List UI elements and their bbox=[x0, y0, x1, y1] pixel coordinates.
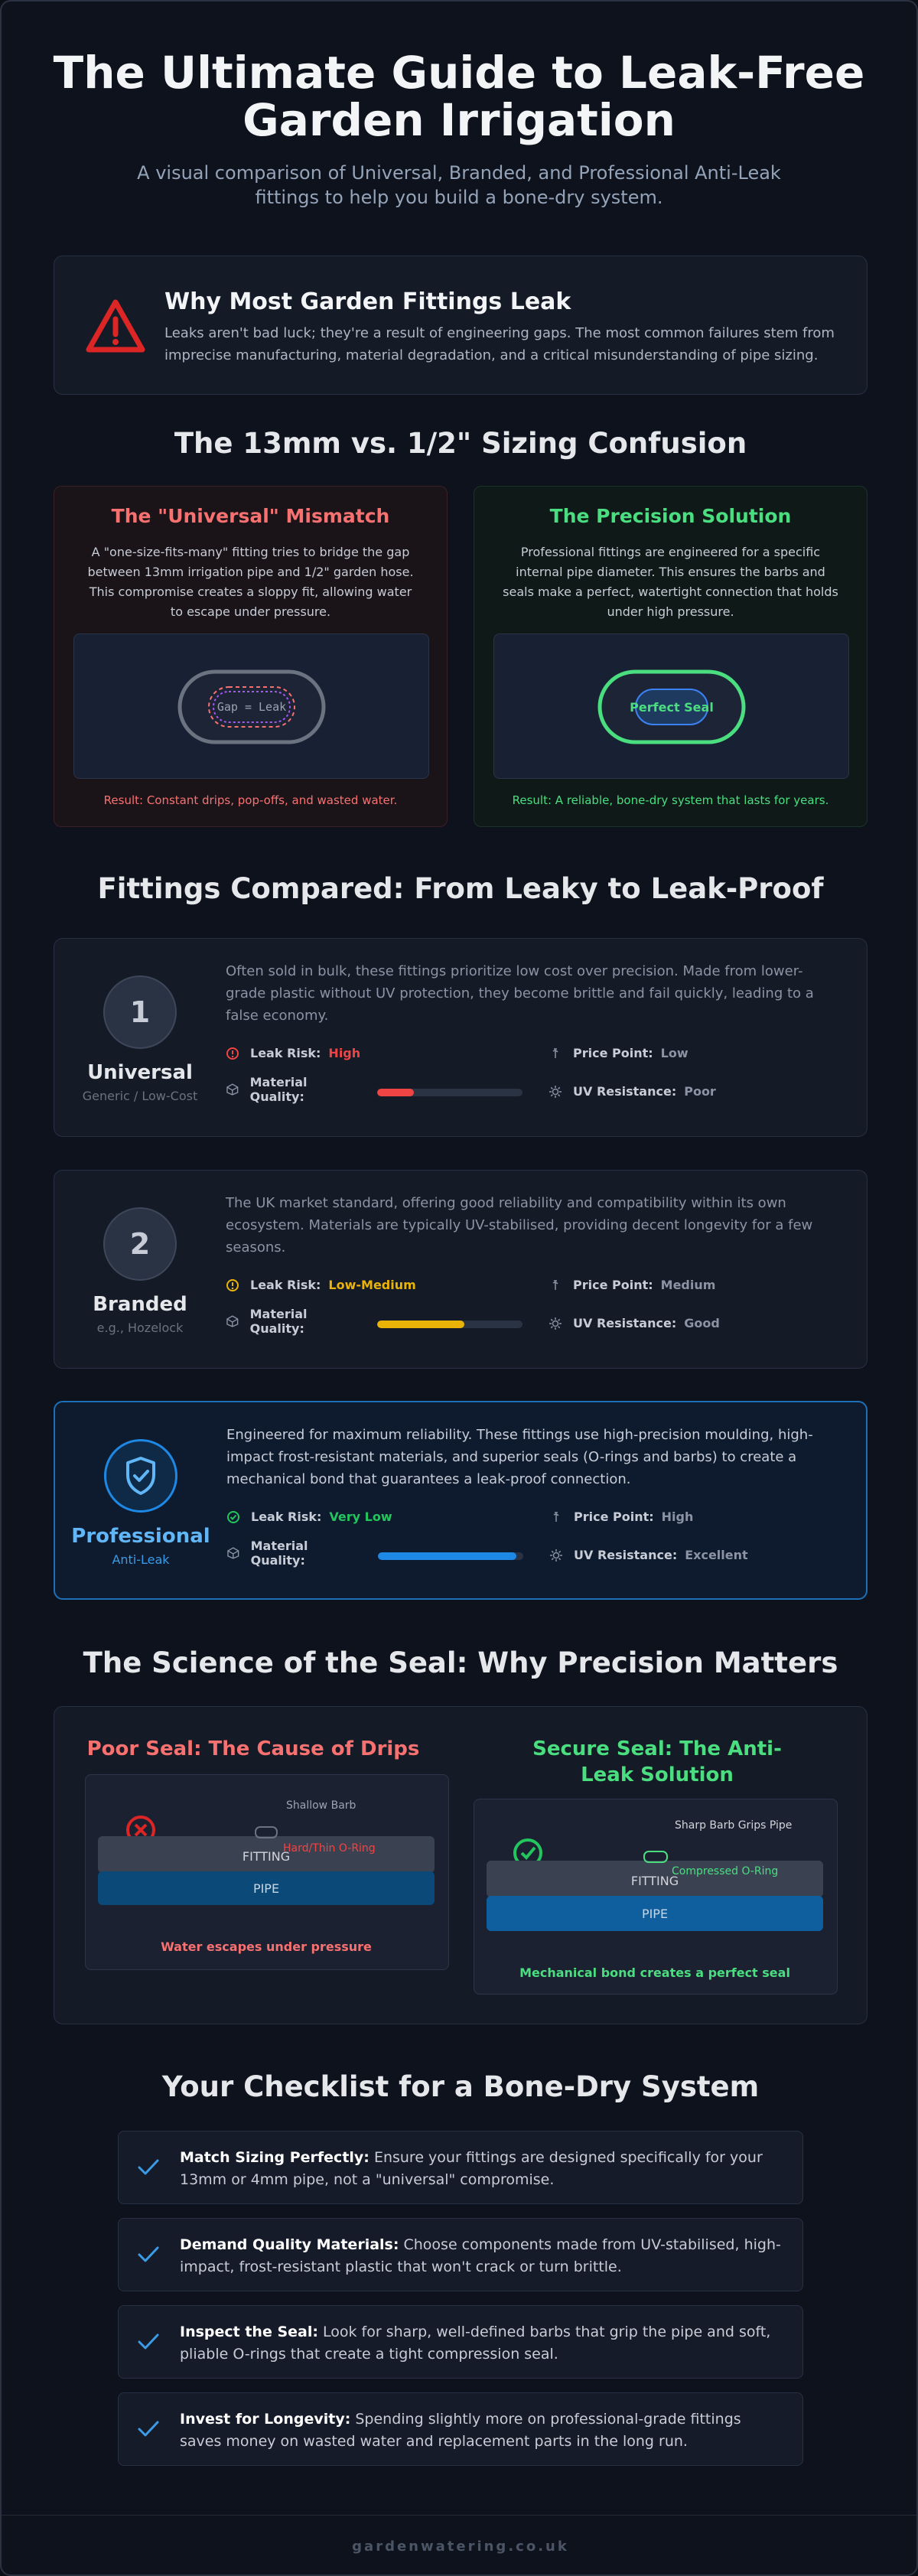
check-icon bbox=[137, 2245, 160, 2265]
fitting-label: FITTING bbox=[242, 1849, 291, 1864]
fitting-number-badge: 2 bbox=[103, 1207, 177, 1281]
fitting-subtitle: Anti-Leak bbox=[112, 1552, 170, 1567]
fitting-description: The UK market standard, offering good reliability and compatibility within its own ecosystem. Materials are typically UV-stabilised, providing decent longevity for a few seasons. bbox=[226, 1195, 813, 1255]
checklist-item bbox=[118, 2218, 803, 2291]
page-title: The Ultimate Guide to Leak-Free Garden Irrigation bbox=[53, 47, 865, 146]
cube-icon bbox=[226, 1546, 240, 1560]
compressed-ring-label: Compressed O-Ring bbox=[672, 1865, 779, 1877]
material-quality-fill bbox=[377, 1321, 464, 1328]
material-quality-label: Material Quality: bbox=[249, 1075, 308, 1104]
uv-resistance-row bbox=[549, 1084, 716, 1099]
material-quality-bar bbox=[378, 1552, 523, 1560]
hero bbox=[2, 2, 916, 210]
check-icon bbox=[137, 2419, 160, 2439]
fittings-section-title: Fittings Compared: From Leaky to Leak-Proof bbox=[97, 872, 824, 905]
shield-check-icon bbox=[106, 1441, 175, 1510]
secure-seal-cross-section bbox=[474, 1799, 838, 1995]
checklist-item-heading: Inspect the Seal: bbox=[180, 2324, 318, 2340]
material-quality-row bbox=[226, 1075, 363, 1104]
mismatch-diagram bbox=[73, 633, 429, 779]
checklist-item-heading: Demand Quality Materials: bbox=[180, 2236, 399, 2253]
uv-resistance-value: Good bbox=[684, 1316, 720, 1330]
universal-result: Result: Constant drips, pop-offs, and wasted water. bbox=[103, 793, 398, 807]
alert-circle-icon bbox=[226, 1278, 239, 1292]
science-section-title: The Science of the Seal: Why Precision Matters bbox=[83, 1646, 838, 1679]
checklist-item bbox=[118, 2305, 803, 2379]
shallow-barb-label: Shallow Barb bbox=[286, 1799, 356, 1812]
material-quality-label: Material Quality: bbox=[249, 1307, 308, 1336]
sun-icon bbox=[549, 1317, 562, 1330]
cube-icon bbox=[226, 1083, 239, 1096]
why-title: Why Most Garden Fittings Leak bbox=[164, 288, 571, 315]
material-quality-fill bbox=[377, 1089, 414, 1096]
poor-seal-caption: Water escapes under pressure bbox=[161, 1939, 372, 1954]
check-icon bbox=[137, 2332, 160, 2352]
shield-badge bbox=[104, 1439, 177, 1513]
universal-mismatch-card bbox=[54, 486, 448, 827]
secure-seal-title: Secure Seal: The Anti-Leak Solution bbox=[532, 1737, 782, 1786]
price-point-label: Price Point: bbox=[573, 1046, 653, 1060]
price-point-value: Medium bbox=[660, 1278, 716, 1292]
pipe-label: PIPE bbox=[252, 1881, 280, 1896]
material-quality-label: Material Quality: bbox=[250, 1539, 308, 1568]
sizing-section-title: The 13mm vs. 1/2" Sizing Confusion bbox=[174, 427, 747, 460]
checklist-item-text: Look for sharp, well-defined barbs that grip the pipe and soft, pliable O-rings that create a tight compression seal. bbox=[180, 2324, 771, 2363]
check-circle-icon bbox=[226, 1510, 240, 1524]
leak-risk-row bbox=[226, 1509, 392, 1524]
precision-solution-title: The Precision Solution bbox=[549, 505, 792, 527]
secure-seal-diagram bbox=[474, 1799, 838, 1995]
warning-triangle-icon bbox=[85, 298, 146, 354]
checklist-item-heading: Match Sizing Perfectly: bbox=[180, 2149, 369, 2166]
leak-risk-label: Leak Risk: bbox=[250, 1046, 321, 1060]
page-subtitle: A visual comparison of Universal, Branded, and Professional Anti-Leak fittings to help you build a bone-dry system. bbox=[137, 162, 781, 208]
checklist-item bbox=[118, 2131, 803, 2204]
price-icon bbox=[549, 1047, 562, 1060]
leak-risk-value: Low-Medium bbox=[328, 1278, 416, 1292]
precision-solution-card bbox=[474, 486, 868, 827]
uv-resistance-value: Excellent bbox=[685, 1548, 748, 1562]
leak-risk-row bbox=[226, 1046, 360, 1060]
check-icon bbox=[137, 2158, 160, 2177]
hard-ring-label: Hard/Thin O-Ring bbox=[283, 1842, 376, 1855]
precision-result: Result: A reliable, bone-dry system that lasts for years. bbox=[512, 793, 829, 807]
universal-mismatch-text: A "one-size-fits-many" fitting tries to bridge the gap between 13mm irrigation pipe and 1/2" garden hose. This compromise creates a sloppy fit, allowing water to escape under pressure. bbox=[87, 545, 414, 619]
fitting-name: Branded bbox=[93, 1293, 187, 1316]
fitting-card-professional bbox=[54, 1401, 868, 1600]
checklist-item bbox=[118, 2392, 803, 2466]
price-point-value: Low bbox=[660, 1046, 688, 1060]
uv-resistance-label: UV Resistance: bbox=[573, 1316, 677, 1330]
fitting-name: Universal bbox=[87, 1061, 193, 1084]
fitting-subtitle: Generic / Low-Cost bbox=[82, 1089, 198, 1103]
loose-fit-diagram bbox=[74, 634, 430, 780]
sun-icon bbox=[549, 1085, 562, 1099]
gap-label: Gap = Leak bbox=[216, 700, 287, 714]
price-point-label: Price Point: bbox=[573, 1278, 653, 1292]
secure-seal-column bbox=[458, 1736, 856, 1788]
price-icon bbox=[549, 1278, 562, 1292]
fitting-subtitle: e.g., Hozelock bbox=[96, 1321, 184, 1335]
checklist-section-title: Your Checklist for a Bone-Dry System bbox=[161, 2070, 760, 2103]
footer-link[interactable]: gardenwatering.co.uk bbox=[352, 2539, 569, 2555]
why-text: Leaks aren't bad luck; they're a result of engineering gaps. The most common failures stem from imprecise manufacturing, material degradation, and a critical misunderstanding of pipe sizing. bbox=[164, 325, 835, 363]
sun-icon bbox=[549, 1549, 563, 1562]
sharp-barb-label: Sharp Barb Grips Pipe bbox=[675, 1819, 793, 1832]
leak-risk-label: Leak Risk: bbox=[251, 1509, 322, 1524]
universal-mismatch-title: The "Universal" Mismatch bbox=[111, 505, 390, 527]
fitting-number-badge: 1 bbox=[103, 975, 177, 1049]
fitting-card-universal bbox=[54, 938, 868, 1137]
precision-diagram bbox=[493, 633, 849, 779]
poor-seal-title: Poor Seal: The Cause of Drips bbox=[86, 1737, 420, 1760]
leak-risk-value: Very Low bbox=[329, 1509, 392, 1524]
price-point-row bbox=[549, 1509, 693, 1524]
poor-seal-cross-section bbox=[86, 1775, 450, 1971]
leak-risk-label: Leak Risk: bbox=[250, 1278, 321, 1292]
precision-solution-text: Professional fittings are engineered for a specific internal pipe diameter. This ensures the barbs and seals make a perfect, watertight connection that holds under high pressure. bbox=[503, 545, 838, 619]
poor-seal-column bbox=[54, 1736, 452, 1762]
fitting-description: Engineered for maximum reliability. These fittings use high-precision moulding, high-impact frost-resistant materials, and superior seals (O-rings and barbs) to create a mechanical bond that guarantees a leak-proof connection. bbox=[226, 1427, 813, 1487]
material-quality-row bbox=[226, 1307, 363, 1336]
cube-icon bbox=[226, 1314, 239, 1328]
fitting-card-branded bbox=[54, 1170, 868, 1369]
checklist-item-text: Ensure your fittings are designed specifically for your 13mm or 4mm pipe, not a "universal" compromise. bbox=[180, 2149, 763, 2188]
pipe-label: PIPE bbox=[641, 1907, 669, 1921]
fitting-description: Often sold in bulk, these fittings prioritize low cost over precision. Made from lower-grade plastic without UV protection, they become brittle and fail quickly, leading to a false economy. bbox=[226, 963, 814, 1024]
alert-circle-icon bbox=[226, 1047, 239, 1060]
leak-risk-value: High bbox=[328, 1046, 361, 1060]
uv-resistance-label: UV Resistance: bbox=[574, 1548, 678, 1562]
price-point-row bbox=[549, 1046, 688, 1060]
uv-resistance-value: Poor bbox=[684, 1084, 716, 1099]
tight-fit-diagram bbox=[494, 634, 850, 780]
uv-resistance-label: UV Resistance: bbox=[573, 1084, 677, 1099]
price-point-label: Price Point: bbox=[574, 1509, 654, 1524]
secure-seal-caption: Mechanical bond creates a perfect seal bbox=[519, 1965, 790, 1980]
material-quality-bar bbox=[377, 1089, 522, 1096]
price-point-value: High bbox=[661, 1509, 694, 1524]
checklist-item-text: Choose components made from UV-stabilised, high-impact, frost-resistant plastic that won't crack or turn brittle. bbox=[180, 2236, 781, 2275]
price-icon bbox=[549, 1510, 563, 1524]
material-quality-fill bbox=[378, 1552, 516, 1560]
poor-seal-diagram bbox=[85, 1774, 449, 1970]
price-point-row bbox=[549, 1278, 715, 1292]
perfect-seal-label: Perfect Seal bbox=[630, 700, 714, 715]
fitting-name: Professional bbox=[71, 1525, 210, 1548]
footer bbox=[2, 2515, 918, 2576]
material-quality-bar bbox=[377, 1321, 522, 1328]
fitting-label: FITTING bbox=[630, 1874, 679, 1888]
why-fittings-leak-card bbox=[54, 256, 868, 395]
checklist-item-heading: Invest for Longevity: bbox=[180, 2411, 351, 2428]
science-card bbox=[54, 1706, 868, 2024]
leak-risk-row bbox=[226, 1278, 416, 1292]
material-quality-row bbox=[226, 1539, 364, 1568]
uv-resistance-row bbox=[549, 1316, 720, 1330]
uv-resistance-row bbox=[549, 1548, 748, 1562]
checklist-item-text: Spending slightly more on professional-grade fittings saves money on wasted water and replacement parts in the long run. bbox=[180, 2411, 741, 2450]
